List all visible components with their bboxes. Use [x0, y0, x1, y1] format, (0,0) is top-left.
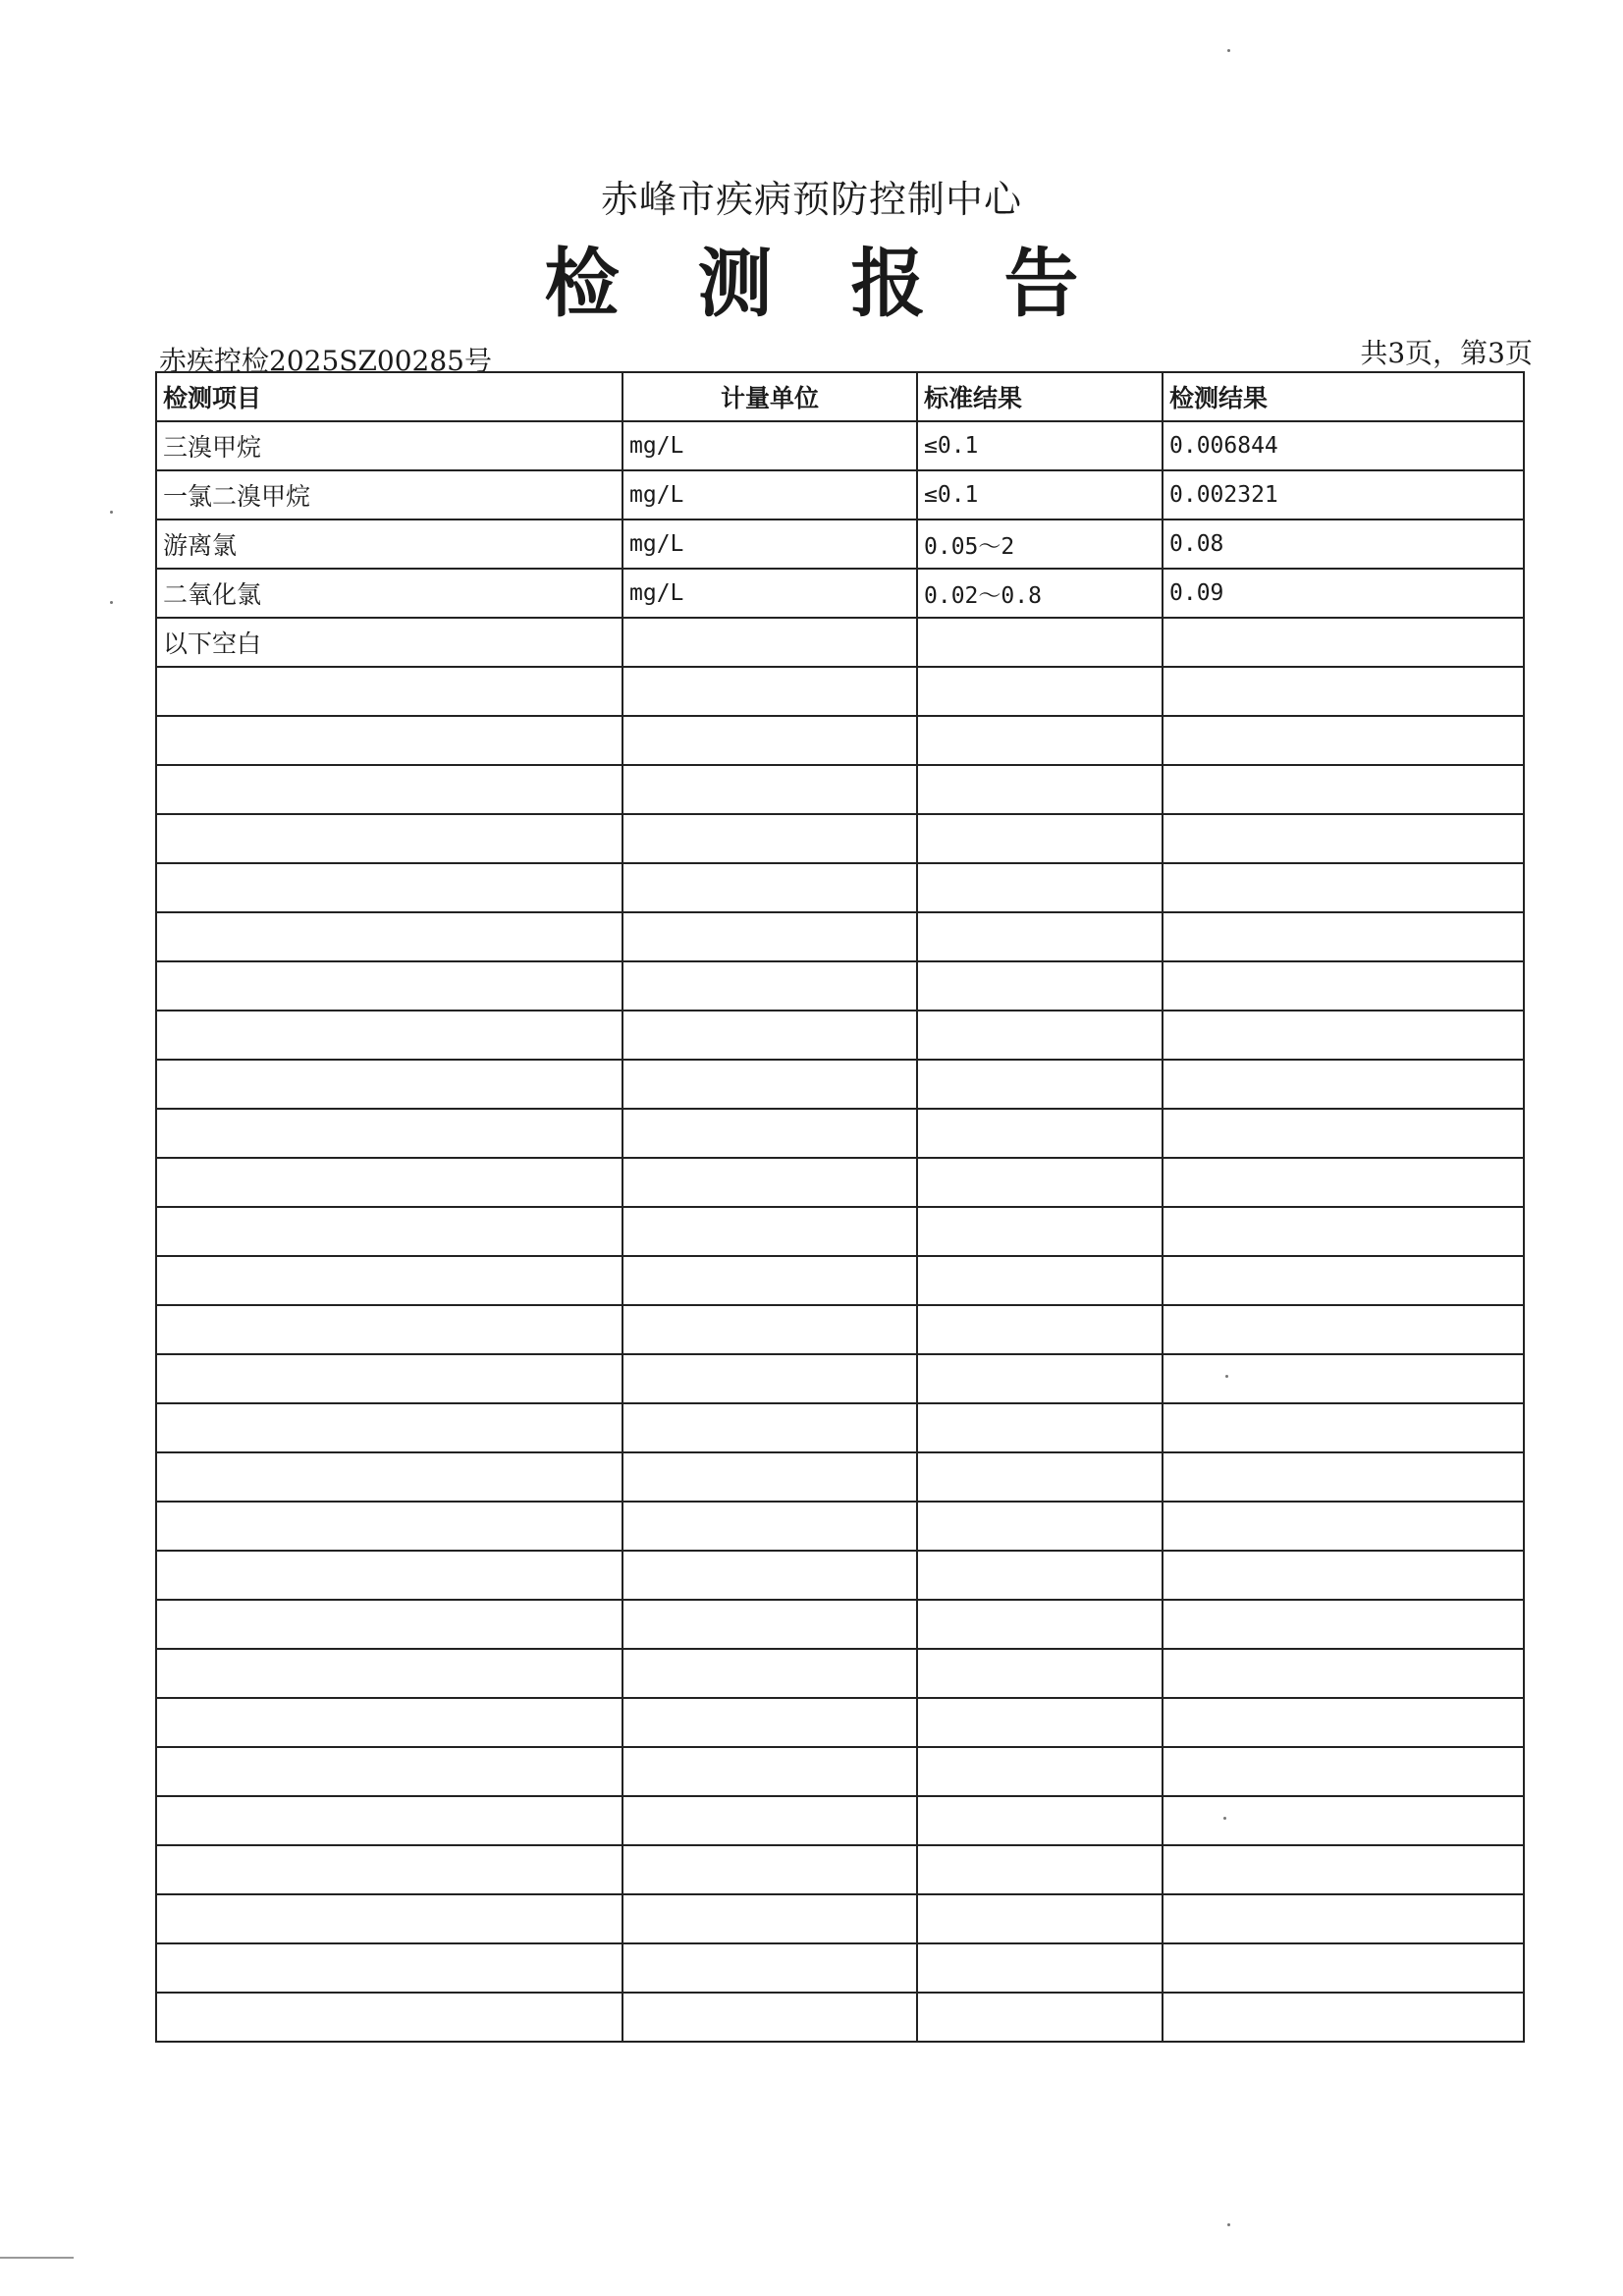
- column-header-result: 检测结果: [1163, 372, 1524, 421]
- empty-cell: [1163, 667, 1524, 716]
- empty-cell: [622, 1845, 917, 1894]
- empty-cell: [917, 1993, 1163, 2042]
- empty-cell: [156, 912, 622, 961]
- empty-cell: [917, 814, 1163, 863]
- empty-cell: [156, 1649, 622, 1698]
- blank-row: [156, 1109, 1524, 1158]
- empty-cell: [917, 1796, 1163, 1845]
- empty-cell: [622, 1747, 917, 1796]
- empty-cell: [1163, 1354, 1524, 1403]
- column-header-item: 检测项目: [156, 372, 622, 421]
- empty-cell: [622, 1943, 917, 1993]
- empty-cell: [917, 1207, 1163, 1256]
- empty-cell: [622, 1256, 917, 1305]
- empty-cell: [622, 667, 917, 716]
- empty-cell: [1163, 912, 1524, 961]
- empty-cell: [917, 1354, 1163, 1403]
- empty-cell: [917, 716, 1163, 765]
- cell-item: 游离氯: [156, 519, 622, 569]
- empty-cell: [1163, 1011, 1524, 1060]
- scan-speck: [1223, 1817, 1226, 1820]
- empty-cell: [622, 1993, 917, 2042]
- empty-cell: [622, 1158, 917, 1207]
- empty-cell: [1163, 1403, 1524, 1452]
- empty-cell: [622, 1305, 917, 1354]
- cell-item: 二氧化氯: [156, 569, 622, 618]
- empty-cell: [156, 667, 622, 716]
- blank-row: [156, 961, 1524, 1011]
- blank-row: [156, 1943, 1524, 1993]
- blank-row: [156, 1207, 1524, 1256]
- empty-cell: [917, 1060, 1163, 1109]
- scan-speck: [110, 511, 113, 514]
- empty-cell: [917, 667, 1163, 716]
- empty-cell: [156, 1600, 622, 1649]
- empty-cell: [622, 1551, 917, 1600]
- empty-cell: [156, 1256, 622, 1305]
- empty-cell: [622, 716, 917, 765]
- blank-row: [156, 1305, 1524, 1354]
- empty-cell: [156, 1551, 622, 1600]
- end-note: 以下空白: [156, 618, 622, 667]
- empty-cell: [622, 1109, 917, 1158]
- empty-cell: [1163, 1698, 1524, 1747]
- empty-cell: [1163, 765, 1524, 814]
- cell-standard: ≤0.1: [917, 421, 1163, 470]
- organization-name: 赤峰市疾病预防控制中心: [600, 178, 1022, 221]
- blank-row: [156, 1993, 1524, 2042]
- empty-cell: [1163, 1747, 1524, 1796]
- page-indicator: 共3页，第3页: [1360, 337, 1533, 369]
- empty-cell: [1163, 1158, 1524, 1207]
- empty-cell: [917, 1403, 1163, 1452]
- table-row: [156, 569, 1524, 618]
- empty-cell: [917, 1158, 1163, 1207]
- blank-row: [156, 814, 1524, 863]
- blank-row: [156, 1796, 1524, 1845]
- empty-cell: [1163, 618, 1524, 667]
- empty-cell: [1163, 814, 1524, 863]
- empty-cell: [622, 618, 917, 667]
- empty-cell: [156, 1993, 622, 2042]
- empty-cell: [156, 961, 622, 1011]
- empty-cell: [917, 618, 1163, 667]
- empty-cell: [1163, 1256, 1524, 1305]
- blank-row: [156, 1698, 1524, 1747]
- empty-cell: [1163, 1109, 1524, 1158]
- results-table: [155, 371, 1525, 2043]
- empty-cell: [156, 1845, 622, 1894]
- empty-cell: [1163, 863, 1524, 912]
- empty-cell: [622, 814, 917, 863]
- empty-cell: [917, 1845, 1163, 1894]
- cell-unit: mg/L: [622, 470, 917, 519]
- empty-cell: [622, 765, 917, 814]
- empty-cell: [917, 1452, 1163, 1502]
- cell-result: 0.006844: [1163, 421, 1524, 470]
- empty-cell: [1163, 1600, 1524, 1649]
- blank-row: [156, 1649, 1524, 1698]
- empty-cell: [1163, 1993, 1524, 2042]
- empty-cell: [917, 961, 1163, 1011]
- empty-cell: [1163, 1845, 1524, 1894]
- blank-row: [156, 1894, 1524, 1943]
- empty-cell: [1163, 1649, 1524, 1698]
- scan-speck: [110, 601, 113, 604]
- cell-result: 0.09: [1163, 569, 1524, 618]
- empty-cell: [156, 1305, 622, 1354]
- empty-cell: [1163, 1452, 1524, 1502]
- table-header-row: [156, 372, 1524, 421]
- empty-cell: [1163, 961, 1524, 1011]
- empty-cell: [156, 1354, 622, 1403]
- blank-row: [156, 1158, 1524, 1207]
- scan-edge-line: [0, 2257, 74, 2259]
- empty-cell: [156, 863, 622, 912]
- table-row: [156, 421, 1524, 470]
- blank-row: [156, 1354, 1524, 1403]
- blank-row: [156, 912, 1524, 961]
- table-row: [156, 470, 1524, 519]
- empty-cell: [917, 1109, 1163, 1158]
- empty-cell: [156, 1158, 622, 1207]
- empty-cell: [622, 1698, 917, 1747]
- empty-cell: [917, 1600, 1163, 1649]
- empty-cell: [1163, 1894, 1524, 1943]
- empty-cell: [622, 1502, 917, 1551]
- empty-cell: [917, 912, 1163, 961]
- empty-cell: [622, 1403, 917, 1452]
- empty-cell: [156, 814, 622, 863]
- empty-cell: [622, 863, 917, 912]
- empty-cell: [622, 1894, 917, 1943]
- empty-cell: [622, 1452, 917, 1502]
- empty-cell: [1163, 716, 1524, 765]
- empty-cell: [622, 1354, 917, 1403]
- cell-result: 0.08: [1163, 519, 1524, 569]
- empty-cell: [917, 863, 1163, 912]
- blank-row: [156, 667, 1524, 716]
- blank-row: [156, 1600, 1524, 1649]
- blank-row: [156, 1551, 1524, 1600]
- empty-cell: [622, 961, 917, 1011]
- blank-row: [156, 1060, 1524, 1109]
- cell-item: 一氯二溴甲烷: [156, 470, 622, 519]
- cell-item: 三溴甲烷: [156, 421, 622, 470]
- empty-cell: [156, 765, 622, 814]
- empty-cell: [622, 1600, 917, 1649]
- blank-row: [156, 1011, 1524, 1060]
- empty-cell: [1163, 1943, 1524, 1993]
- empty-cell: [156, 1698, 622, 1747]
- empty-cell: [917, 1894, 1163, 1943]
- cell-unit: mg/L: [622, 569, 917, 618]
- empty-cell: [917, 1649, 1163, 1698]
- blank-row: [156, 1845, 1524, 1894]
- blank-row: [156, 1256, 1524, 1305]
- blank-row: [156, 1403, 1524, 1452]
- empty-cell: [156, 716, 622, 765]
- empty-cell: [156, 1207, 622, 1256]
- blank-row: [156, 1452, 1524, 1502]
- column-header-unit: 计量单位: [622, 372, 917, 421]
- empty-cell: [156, 1452, 622, 1502]
- scan-speck: [1227, 49, 1230, 52]
- cell-standard: 0.02～0.8: [917, 569, 1163, 618]
- empty-cell: [917, 1256, 1163, 1305]
- empty-cell: [622, 1796, 917, 1845]
- empty-cell: [622, 1060, 917, 1109]
- table-row-end-note: [156, 618, 1524, 667]
- empty-cell: [156, 1894, 622, 1943]
- empty-cell: [156, 1747, 622, 1796]
- empty-cell: [917, 1747, 1163, 1796]
- empty-cell: [917, 1011, 1163, 1060]
- empty-cell: [156, 1109, 622, 1158]
- empty-cell: [156, 1943, 622, 1993]
- blank-row: [156, 765, 1524, 814]
- empty-cell: [917, 1551, 1163, 1600]
- empty-cell: [1163, 1305, 1524, 1354]
- empty-cell: [156, 1060, 622, 1109]
- empty-cell: [622, 1207, 917, 1256]
- empty-cell: [1163, 1502, 1524, 1551]
- empty-cell: [1163, 1796, 1524, 1845]
- empty-cell: [1163, 1551, 1524, 1600]
- empty-cell: [622, 1649, 917, 1698]
- blank-row: [156, 863, 1524, 912]
- empty-cell: [622, 912, 917, 961]
- scan-speck: [1225, 1375, 1228, 1378]
- blank-row: [156, 716, 1524, 765]
- table-row: [156, 519, 1524, 569]
- empty-cell: [1163, 1207, 1524, 1256]
- blank-row: [156, 1502, 1524, 1551]
- empty-cell: [156, 1502, 622, 1551]
- empty-cell: [622, 1011, 917, 1060]
- empty-cell: [156, 1011, 622, 1060]
- empty-cell: [1163, 1060, 1524, 1109]
- empty-cell: [917, 1698, 1163, 1747]
- empty-cell: [917, 765, 1163, 814]
- blank-row: [156, 1747, 1524, 1796]
- empty-cell: [156, 1403, 622, 1452]
- cell-standard: ≤0.1: [917, 470, 1163, 519]
- empty-cell: [917, 1943, 1163, 1993]
- scan-speck: [1227, 2223, 1230, 2226]
- cell-result: 0.002321: [1163, 470, 1524, 519]
- empty-cell: [917, 1502, 1163, 1551]
- empty-cell: [917, 1305, 1163, 1354]
- report-number: 赤疾控检2025SZ00285号: [159, 345, 492, 377]
- cell-unit: mg/L: [622, 421, 917, 470]
- empty-cell: [156, 1796, 622, 1845]
- column-header-standard: 标准结果: [917, 372, 1163, 421]
- cell-unit: mg/L: [622, 519, 917, 569]
- document-title: 检测报告: [544, 240, 1158, 327]
- cell-standard: 0.05～2: [917, 519, 1163, 569]
